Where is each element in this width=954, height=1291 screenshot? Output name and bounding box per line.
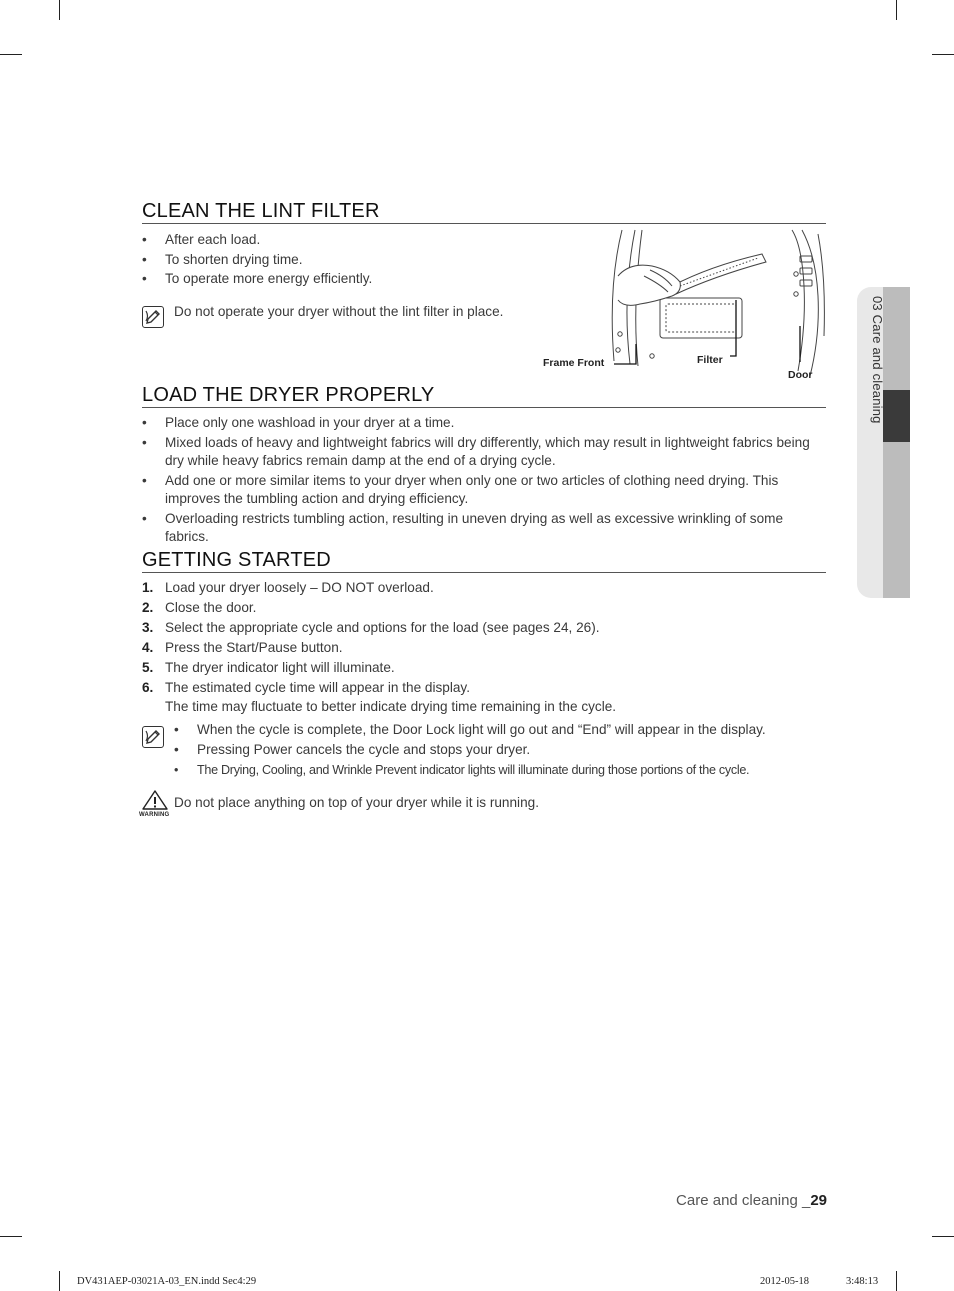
slug-date: 2012-05-18 xyxy=(760,1276,809,1287)
side-tab-marker xyxy=(883,390,910,442)
getting-started-notes xyxy=(174,721,834,780)
diagram-label-frame-front: Frame Front xyxy=(543,357,605,369)
crop-mark xyxy=(932,1236,954,1237)
step-number: 3. xyxy=(142,620,154,635)
step-item xyxy=(142,659,826,678)
list-item: • Place only one washload in your dryer at a time. xyxy=(142,414,826,433)
side-tab-bar xyxy=(883,287,910,598)
step-text: Select the appropriate cycle and options for the load (see pages 24, 26). xyxy=(165,620,600,635)
step-item xyxy=(142,619,826,638)
list-item: • Add one or more similar items to your dryer when only one or two articles of clothing need drying. This improves the tumbling action and drying efficiency. xyxy=(142,472,826,509)
step-text: Close the door. xyxy=(165,600,257,615)
crop-mark xyxy=(0,1236,22,1237)
lint-filter-diagram xyxy=(540,226,830,384)
section-title-lint-filter: CLEAN THE LINT FILTER xyxy=(142,200,826,224)
page-number: 29 xyxy=(810,1192,827,1209)
diagram-label-filter: Filter xyxy=(697,354,723,366)
crop-mark xyxy=(896,1271,897,1291)
list-item: • To shorten drying time. xyxy=(142,251,572,270)
lint-filter-note: Do not operate your dryer without the lint filter in place. xyxy=(174,304,504,319)
list-item: • Overloading restricts tumbling action, resulting in uneven drying as well as excessive wrinkling of some fabrics. xyxy=(142,510,826,547)
load-dryer-bullets xyxy=(142,414,826,547)
warning-label: WARNING xyxy=(139,812,170,818)
list-item: • After each load. xyxy=(142,231,572,250)
lint-filter-bullets xyxy=(142,231,572,289)
step-text: Press the Start/Pause button. xyxy=(165,640,343,655)
list-item: • When the cycle is complete, the Door Lock light will go out and “End” will appear in the display. xyxy=(174,721,834,740)
section-title-load-dryer: LOAD THE DRYER PROPERLY xyxy=(142,384,826,408)
step-item xyxy=(142,579,826,598)
step-text-continued: The time may fluctuate to better indicate drying time remaining in the cycle. xyxy=(165,698,617,714)
step-text: Load your dryer loosely – DO NOT overload. xyxy=(165,580,434,595)
crop-mark xyxy=(932,54,954,55)
step-item xyxy=(142,679,826,716)
step-number: 2. xyxy=(142,600,154,615)
step-number: 4. xyxy=(142,640,154,655)
warning-text: Do not place anything on top of your dryer while it is running. xyxy=(174,795,539,810)
crop-mark xyxy=(59,1271,60,1291)
step-number: 5. xyxy=(142,660,154,675)
getting-started-steps xyxy=(142,579,826,716)
section-title-getting-started: GETTING STARTED xyxy=(142,549,826,573)
step-number: 1. xyxy=(142,580,154,595)
list-item: • To operate more energy efficiently. xyxy=(142,270,572,289)
step-text: The estimated cycle time will appear in the display. xyxy=(165,680,470,695)
slug-file: DV431AEP-03021A-03_EN.indd Sec4:29 xyxy=(77,1276,257,1287)
side-tab-label: 03 Care and cleaning xyxy=(870,296,885,424)
step-item xyxy=(142,599,826,618)
footer-section: Care and cleaning _ xyxy=(676,1192,811,1209)
step-number: 6. xyxy=(142,680,154,695)
page-footer xyxy=(676,1192,827,1209)
diagram-label-door: Door xyxy=(788,369,813,381)
list-item: • Pressing Power cancels the cycle and stops your dryer. xyxy=(174,741,834,760)
note-icon xyxy=(142,726,164,748)
step-text: The dryer indicator light will illuminate. xyxy=(165,660,395,675)
note-icon xyxy=(142,306,164,328)
crop-mark xyxy=(0,54,22,55)
crop-mark xyxy=(896,0,897,20)
list-item: • The Drying, Cooling, and Wrinkle Prevent indicator lights will illuminate during those portions of the cycle. xyxy=(174,761,834,780)
slug-time: 3:48:13 xyxy=(846,1276,879,1287)
list-item: • Mixed loads of heavy and lightweight fabrics will dry differently, which may result in lightweight fabrics being dry while heavy fabrics remain damp at the end of a drying cycle. xyxy=(142,434,826,471)
crop-mark xyxy=(59,0,60,20)
step-item xyxy=(142,639,826,658)
